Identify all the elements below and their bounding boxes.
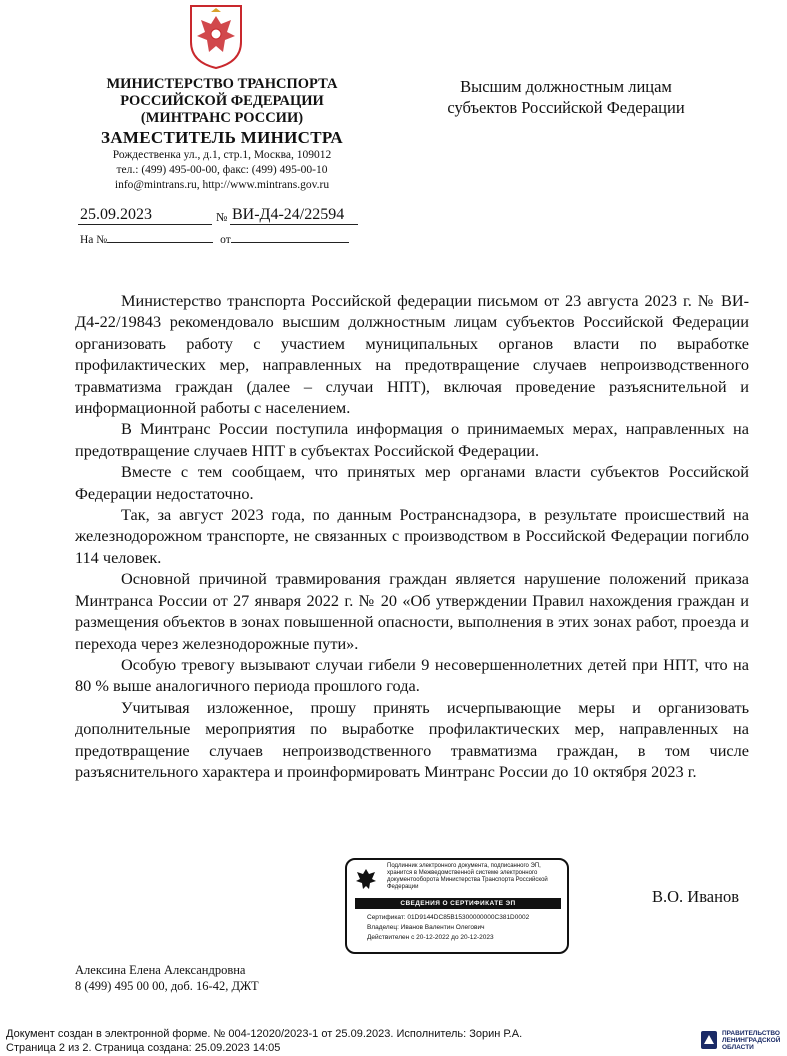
body-paragraph: Министерство транспорта Российской федерации письмом от 23 августа 2023 г. № ВИ-Д4-22/19843 рекомендовало высшим должностным лицам субъектов Российской Федерации организовать работу с участием муниципальных органов власти по выработке профилактических мер, направленных на предотвращение случаев непроизводственного травматизма граждан (далее – случаи НПТ), включая проведение разъяснительной и информационной работы с населением.: [75, 291, 749, 418]
org-web: info@mintrans.ru, http://www.mintrans.gov.ru: [114, 179, 330, 191]
footer-page-info: Страница 2 из 2. Страница создана: 25.09.2023 14:05: [6, 1042, 281, 1054]
addressee-line-1: Высшим должностным лицам: [460, 77, 672, 96]
date-underline: [78, 224, 212, 225]
certificate-owner: Владелец: Иванов Валентин Олегович: [367, 924, 485, 931]
certificate-validity: Действителен с 20-12-2022 до 20-12-2023: [367, 934, 494, 941]
org-name-line-3: (МИНТРАНС РОССИИ): [140, 110, 304, 126]
region-logo-icon: [700, 1030, 718, 1050]
addressee-line-2: субъектов Российской Федерации: [447, 98, 685, 117]
letter-body: [75, 290, 749, 782]
org-phone: тел.: (499) 495-00-00, факс: (499) 495-00-10: [116, 164, 328, 176]
ref-date-blank: [231, 232, 349, 243]
ref-number-blank: [107, 232, 213, 243]
org-name-line-1: МИНИСТЕРСТВО ТРАНСПОРТА: [106, 76, 338, 92]
ministry-header: [78, 76, 366, 193]
certificate-banner: СВЕДЕНИЯ О СЕРТИФИКАТЕ ЭП: [355, 898, 561, 909]
number-sign: №: [216, 210, 228, 224]
region-name: ПРАВИТЕЛЬСТВО ЛЕНИНГРАДСКОЙ ОБЛАСТИ: [722, 1030, 781, 1051]
eagle-icon: [355, 866, 377, 892]
body-paragraph: Основной причиной травмирования граждан является нарушение положений приказа Минтранса России от 27 января 2022 г. № 20 «Об утверждении Правил нахождения граждан и размещения объектов в зонах повышенной опасности, выполнения в этих зонах работ, проезда и перехода через железнодорожные пути».: [75, 569, 749, 653]
body-paragraph: Особую тревогу вызывают случаи гибели 9 несовершеннолетних детей при НПТ, что на 80 % выше аналогичного периода прошлого года.: [75, 654, 749, 696]
org-address: Рождественка ул., д.1, стр.1, Москва, 109012: [112, 149, 332, 161]
ref-from-label: от: [220, 234, 231, 246]
executor-info: [75, 962, 259, 994]
footer-document-info: Документ создан в электронной форме. № 004-12020/2023-1 от 25.09.2023. Исполнитель: Зорин Р.А.: [6, 1028, 523, 1040]
registration-number: ВИ-Д4-24/22594: [232, 206, 345, 223]
ref-number-label: На №: [80, 234, 108, 246]
addressee: [416, 76, 716, 118]
signer-name: В.О. Иванов: [652, 887, 739, 906]
org-name-line-2: РОССИЙСКОЙ ФЕДЕРАЦИИ: [120, 93, 324, 109]
body-paragraph: Вместе с тем сообщаем, что принятых мер органами власти субъектов Российской Федерации недостаточно.: [75, 462, 749, 503]
body-paragraph: В Минтранс России поступила информация о принимаемых мерах, направленных на предотвращение случаев НПТ в субъектах Российской Федерации.: [75, 419, 749, 460]
electronic-signature-stamp: [345, 858, 569, 954]
registration-date: 25.09.2023: [80, 206, 152, 223]
coat-of-arms-icon: [187, 2, 245, 70]
body-paragraph: Так, за август 2023 года, по данным Ространснадзора, в результате происшествий на железнодорожном транспорте, не связанных с производством в Российской Федерации погибло 114 человек.: [75, 505, 749, 567]
number-underline: [230, 224, 358, 225]
certificate-id: Сертификат: 01D9144DC85B15300000000C381D0002: [367, 914, 530, 921]
body-paragraph: Учитывая изложенное, прошу принять исчерпывающие меры и организовать дополнительные мероприятия по выработке профилактических мер, направленных на предотвращение случаев непроизводственного травматизма граждан, в том числе разъяснительного характера и проинформировать Минтранс России до 10 октября 2023 г.: [75, 697, 749, 781]
reference-line: [80, 232, 349, 246]
signature-note: Подлинник электронного документа, подписанного ЭП, хранится в Межведомственной системе электронного документооборота Министерства Транспорта Российской Федерации: [387, 863, 548, 890]
executor-phone: 8 (499) 495 00 00, доб. 16-42, ДЖТ: [75, 979, 259, 993]
deputy-minister-title: ЗАМЕСТИТЕЛЬ МИНИСТРА: [101, 128, 343, 147]
executor-name: Алексина Елена Александровна: [75, 963, 246, 977]
